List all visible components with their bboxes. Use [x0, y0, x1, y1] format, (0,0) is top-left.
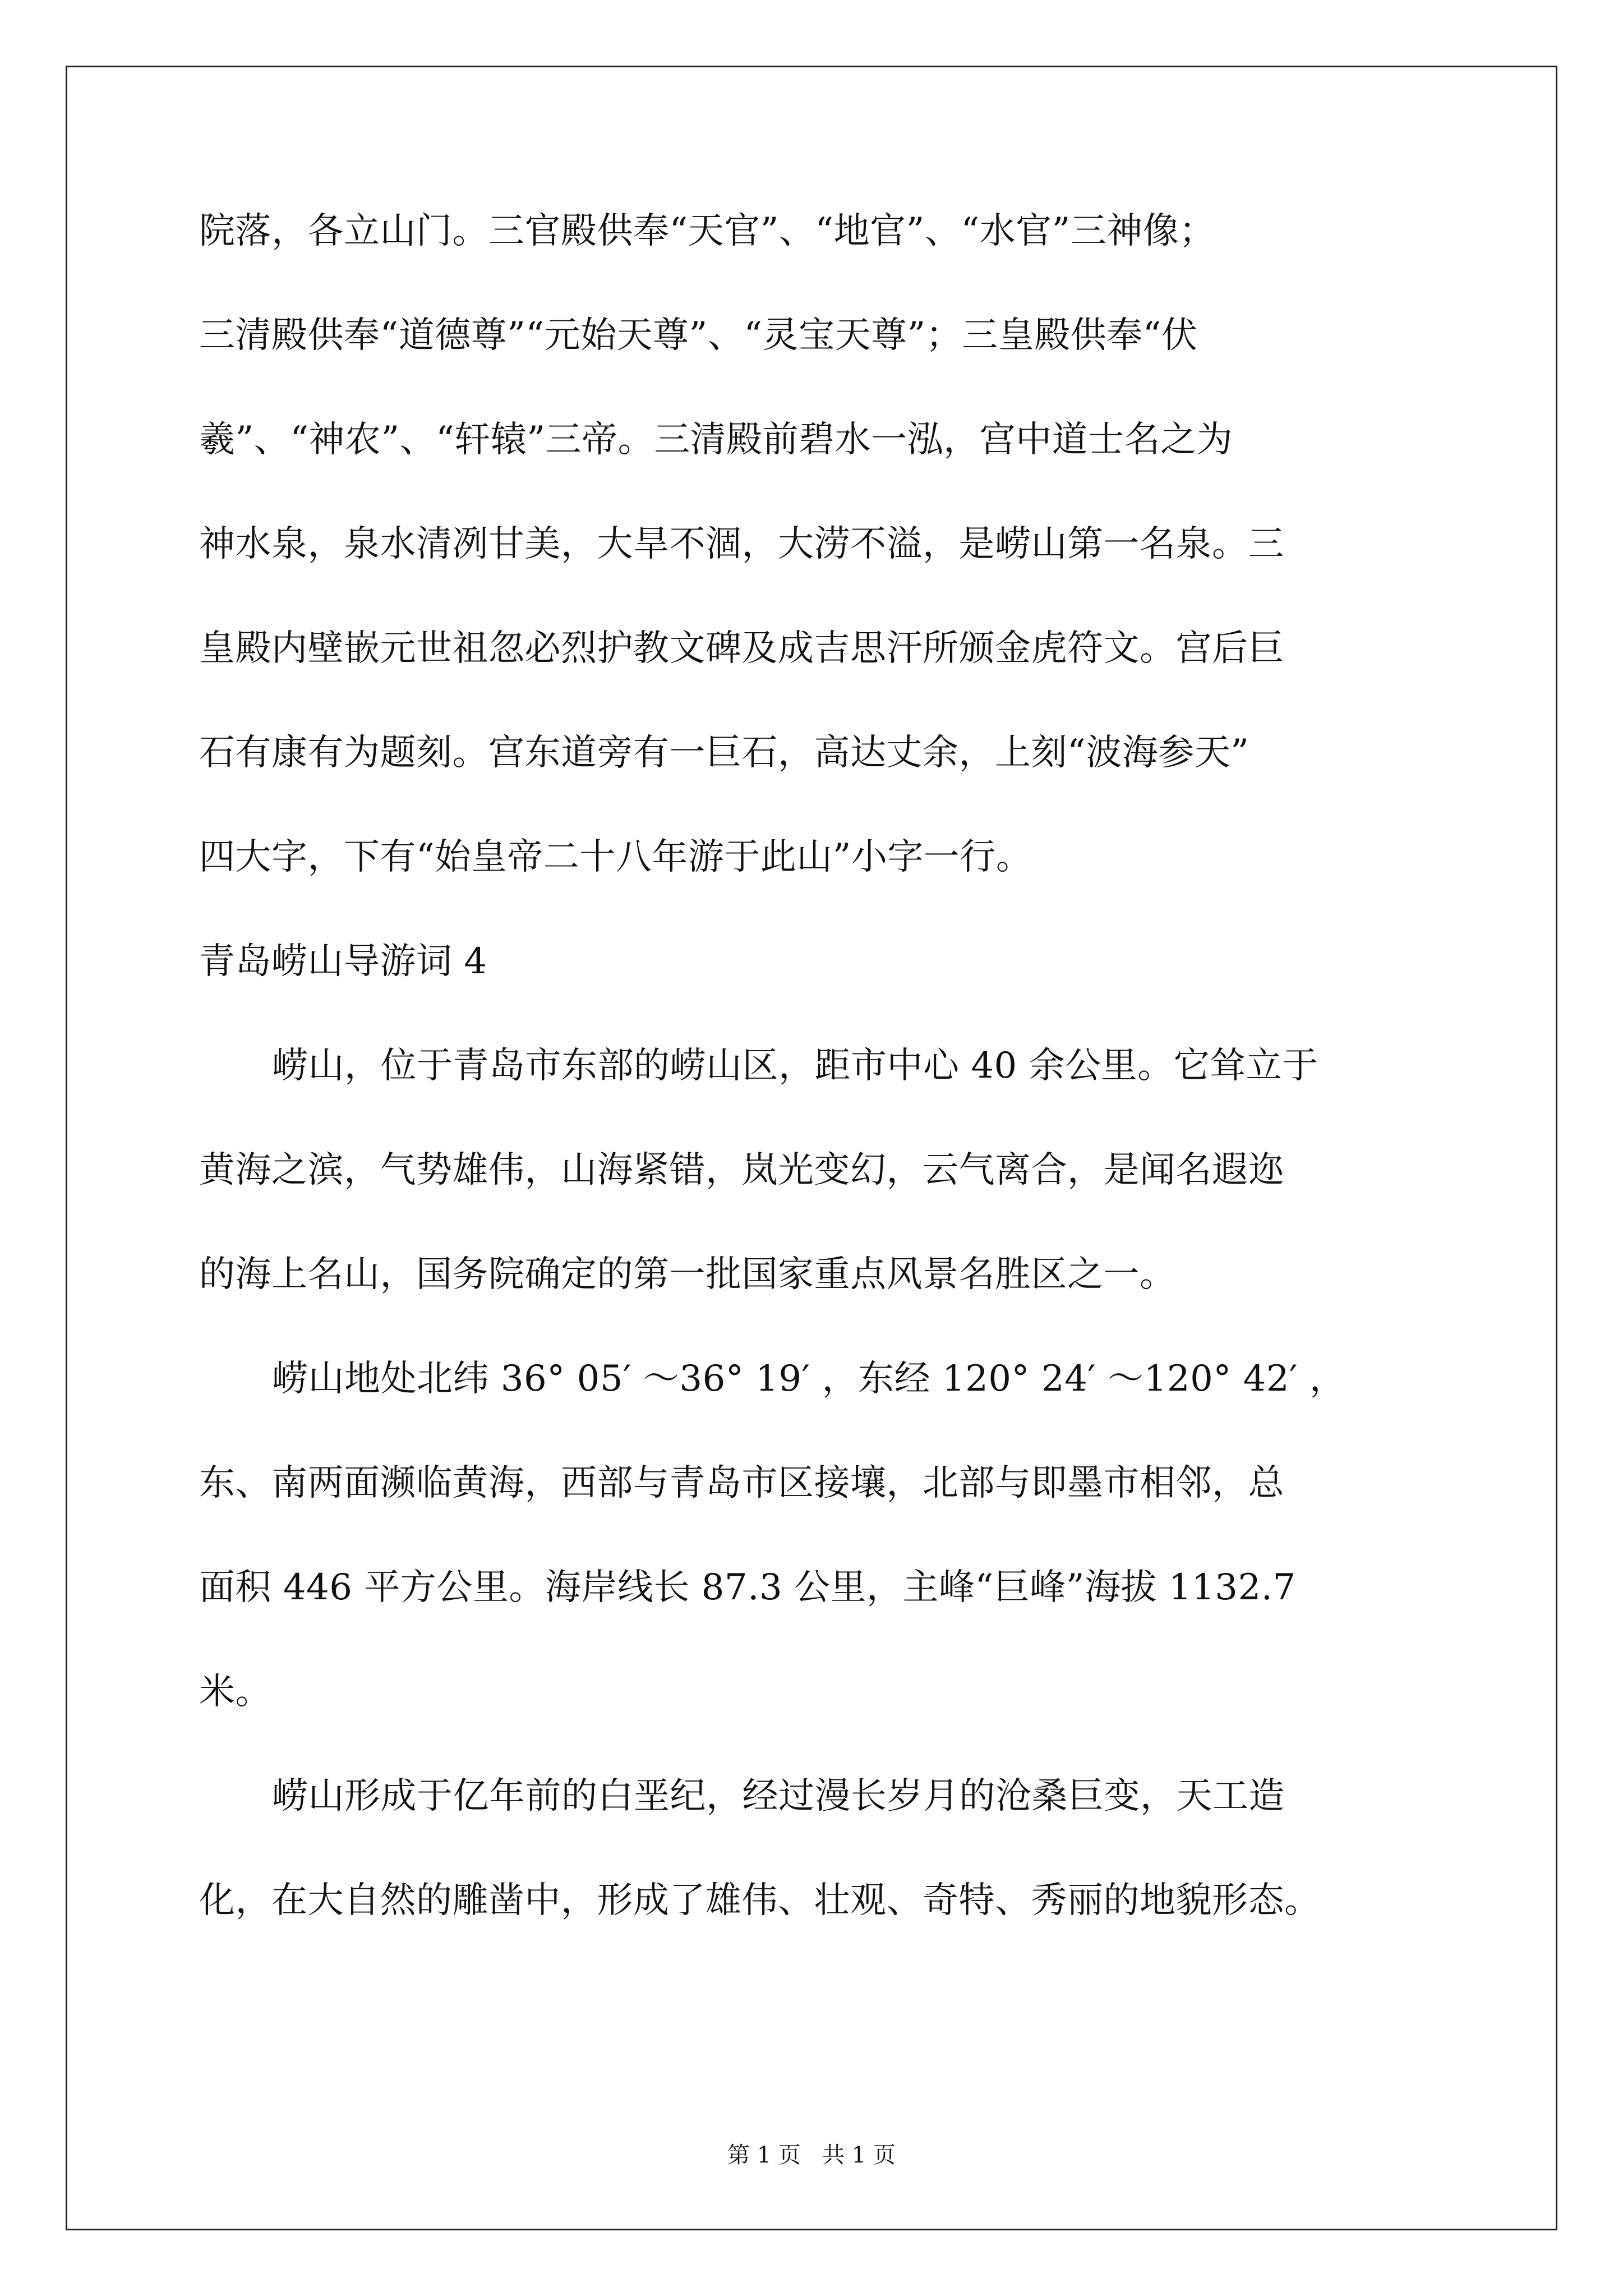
text-line: 四大字，下有“始皇帝二十八年游于此山”小字一行。 — [199, 836, 1032, 878]
text-line: 米。 — [199, 1671, 271, 1713]
document-body — [199, 210, 1455, 1987]
text-line: 三清殿供奉“道德尊”“元始天尊”、“灵宝天尊”；三皇殿供奉“伏 — [199, 315, 1198, 356]
paragraph-first-line: 崂山，位于青岛市东部的崂山区，距市中心 40 余公里。它耸立于 — [272, 1045, 1318, 1087]
text-line: 化，在大自然的雕凿中，形成了雄伟、壮观、奇特、秀丽的地貌形态。 — [199, 1880, 1321, 1921]
text-line: 的海上名山，国务院确定的第一批国家重点风景名胜区之一。 — [199, 1254, 1176, 1295]
section-heading: 青岛崂山导游词 4 — [199, 941, 487, 982]
paragraph-first-line: 崂山地处北纬 36° 05′ ～36° 19′ ，东经 120° 24′ ～120° 42′ ， — [272, 1358, 1346, 1400]
text-line: 面积 446 平方公里。海岸线长 87.3 公里，主峰“巨峰”海拔 1132.7 — [199, 1567, 1296, 1608]
text-line: 院落，各立山门。三官殿供奉“天官”、“地官”、“水官”三神像； — [199, 210, 1215, 252]
text-line: 东、南两面濒临黄海，西部与青岛市区接壤，北部与即墨市相邻，总 — [199, 1462, 1284, 1504]
text-line: 石有康有为题刻。宫东道旁有一巨石，高达丈余，上刻“波海参天” — [199, 732, 1249, 774]
page-footer: 第 1 页 共 1 页 — [727, 2142, 896, 2168]
text-line: 黄海之滨，气势雄伟，山海紧错，岚光变幻，云气离合，是闻名遐迩 — [199, 1149, 1284, 1191]
paragraph-first-line: 崂山形成于亿年前的白垩纪，经过漫长岁月的沧桑巨变，天工造 — [272, 1775, 1285, 1817]
text-line: 神水泉，泉水清冽甘美，大旱不涸，大涝不溢，是崂山第一名泉。三 — [199, 523, 1284, 565]
text-line: 羲”、“神农”、“轩辕”三帝。三清殿前碧水一泓，宫中道士名之为 — [199, 419, 1233, 461]
text-line: 皇殿内壁嵌元世祖忽必烈护教文碑及成吉思汗所颁金虎符文。宫后巨 — [199, 628, 1284, 669]
